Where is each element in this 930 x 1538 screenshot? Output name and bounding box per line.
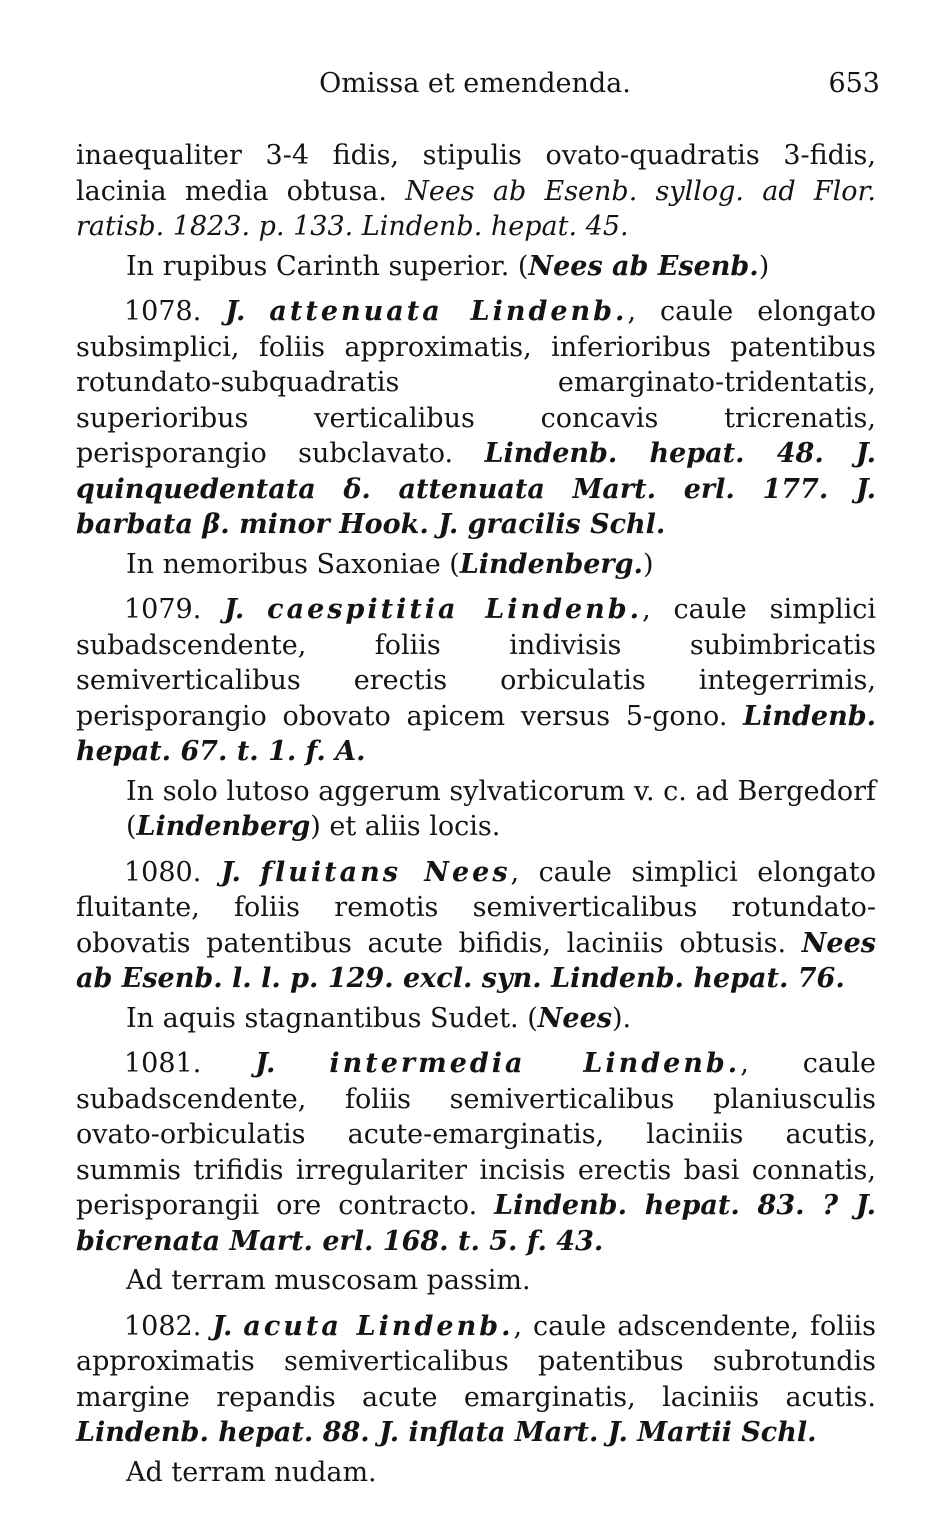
species-description: , caule elongato subsimplici, foliis approximatis, inferioribus patentibus rotundato-subquadratis emarginato-tridentatis, superioribus verticalibus concavis tricrenatis, perisporangio subclavato. xyxy=(76,296,877,469)
habitat-text: In solo lutoso aggerum sylvaticorum v. c. ad Bergedorf ( xyxy=(126,775,876,842)
habitat-citation: Lindenberg. xyxy=(459,548,643,580)
species-citation: Lindenb. hepat. 88. J. inflata Mart. J. Martii Schl. xyxy=(76,1417,817,1448)
page-number: 653 xyxy=(828,68,880,99)
running-title: Omissa et emendenda. xyxy=(319,68,631,99)
habitat-citation: Nees xyxy=(537,1002,612,1034)
habitat-close: ) et aliis locis. xyxy=(310,811,501,842)
habitat-note xyxy=(76,774,876,845)
genus-abbrev: J. xyxy=(225,296,246,327)
species-entry-1080 xyxy=(76,855,876,997)
citation-text: Nees ab Esenb. syllog. ad Flor. ratisb. 1823. p. 133. Lindenb. hepat. 45. xyxy=(76,175,877,242)
species-name: caespititia Lindenb. xyxy=(267,594,643,625)
habitat-note xyxy=(76,547,876,583)
entry-number: 1078. xyxy=(124,296,202,327)
entry-number: 1081. xyxy=(124,1048,202,1079)
habitat-close: ). xyxy=(612,1002,632,1034)
habitat-text: In rupibus Carinth superior. ( xyxy=(126,250,529,282)
species-citation: Lindenb. hepat. 48. J. quinquedentata δ. attenuata Mart. erl. 177. J. barbata β. minor Hook. J. gracilis Schl. xyxy=(76,438,876,540)
species-description: , caule simplici elongato fluitante, foliis remotis semiverticalibus rotundato-obovatis patentibus acute bifidis, laciniis obtusis. xyxy=(76,856,877,959)
page-body xyxy=(76,138,876,1490)
habitat-text: Ad terram nudam. xyxy=(126,1456,377,1488)
species-entry-1079 xyxy=(76,592,876,770)
species-description: , caule adscendente, foliis approximatis semiverticalibus patentibus subrotundis margine repandis acute emarginatis, laciniis acutis. xyxy=(76,1310,876,1413)
habitat-text: Ad terram muscosam passim. xyxy=(126,1265,531,1296)
habitat-close: ) xyxy=(642,548,654,580)
genus-abbrev: J. xyxy=(212,1310,233,1342)
species-entry-1082 xyxy=(76,1309,876,1451)
species-name: intermedia Lindenb. xyxy=(329,1048,741,1079)
habitat-close: ) xyxy=(758,250,770,282)
species-name: acuta Lindenb. xyxy=(243,1310,514,1342)
genus-abbrev: J. xyxy=(224,594,245,625)
species-entry-1081 xyxy=(76,1046,876,1259)
genus-abbrev: J. xyxy=(255,1048,276,1079)
species-name: attenuata Lindenb. xyxy=(269,296,628,327)
page-header xyxy=(70,68,880,108)
habitat-note xyxy=(76,249,876,285)
habitat-text: In nemoribus Saxoniae ( xyxy=(126,548,460,580)
continuation-paragraph xyxy=(76,138,876,245)
species-citation: Nees ab Esenb. l. l. p. 129. excl. syn. Lindenb. hepat. 76. xyxy=(76,927,876,994)
species-citation: Lindenb. hepat. 67. t. 1. f. A. xyxy=(76,700,876,767)
entry-number: 1079. xyxy=(124,594,202,625)
description-text: inaequaliter 3-4 fidis, stipulis ovato-quadratis 3-fidis, lacinia media obtusa. xyxy=(76,140,876,207)
habitat-note xyxy=(76,1263,876,1299)
species-citation: Lindenb. hepat. 83. ? J. bicrenata Mart. erl. 168. t. 5. f. 43. xyxy=(76,1190,876,1257)
habitat-note xyxy=(76,1001,876,1037)
species-entry-1078 xyxy=(76,294,876,543)
species-description: , caule simplici subadscendente, foliis indivisis subimbricatis semiverticalibus erectis orbiculatis integerrimis, perisporangio obovato apicem versus 5-gono. xyxy=(76,594,876,732)
habitat-text: In aquis stagnantibus Sudet. ( xyxy=(126,1002,538,1034)
habitat-citation: Lindenberg xyxy=(136,811,311,842)
species-description: , caule subadscendente, foliis semiverticalibus planiusculis ovato-orbiculatis acute-emarginatis, laciniis acutis, summis trifidis irregulariter incisis erectis basi connatis, perisporangii ore contracto. xyxy=(76,1048,876,1221)
habitat-note xyxy=(76,1455,876,1491)
genus-abbrev: J. xyxy=(220,856,241,888)
species-name: fluitans Nees xyxy=(260,856,511,888)
habitat-citation: Nees ab Esenb. xyxy=(528,250,759,282)
entry-number: 1080. xyxy=(124,856,202,888)
entry-number: 1082. xyxy=(124,1310,202,1342)
